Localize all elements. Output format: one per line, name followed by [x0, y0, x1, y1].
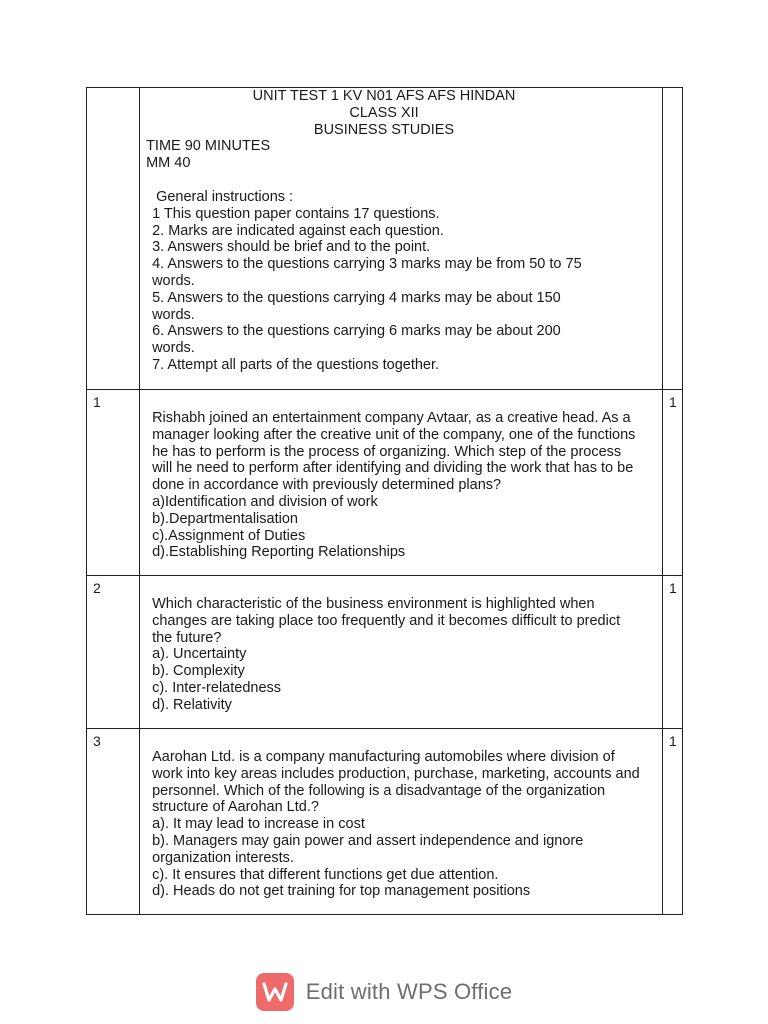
- instruction-line: 7. Attempt all parts of the questions together.: [152, 356, 440, 373]
- wps-logo-icon[interactable]: [256, 973, 294, 1011]
- wps-edit-banner[interactable]: [0, 972, 768, 1012]
- question-text: [140, 576, 663, 729]
- instruction-line: 3. Answers should be brief and to the point.: [152, 239, 431, 256]
- option-a: a). It may lead to increase in cost: [152, 816, 365, 833]
- option-a: a). Uncertainty: [152, 646, 247, 663]
- question-line: will he need to perform after identifying and dividing the work that has to be: [152, 460, 634, 477]
- header-cell: [140, 88, 663, 390]
- time-line: TIME 90 MINUTES: [146, 138, 271, 155]
- instruction-line: 1 This question paper contains 17 questions.: [152, 205, 440, 222]
- question-marks: 1: [662, 576, 682, 729]
- question-paper-table: [86, 87, 683, 915]
- general-instructions: [146, 189, 662, 374]
- instructions-title: General instructions :: [156, 188, 294, 205]
- question-number: 2: [87, 576, 140, 729]
- question-line: Rishabh joined an entertainment company Avtaar, as a creative head. As a: [152, 410, 631, 426]
- question-text: [140, 390, 663, 576]
- question-line: the future?: [152, 629, 222, 646]
- option-b: b). Complexity: [152, 663, 245, 680]
- subject-line: BUSINESS STUDIES: [313, 121, 455, 138]
- question-line: done in accordance with previously determined plans?: [152, 477, 502, 494]
- question-marks: 1: [662, 729, 682, 915]
- option-b-cont: organization interests.: [152, 849, 294, 866]
- option-d: d). Heads do not get training for top management positions: [152, 883, 531, 900]
- header-row: [87, 88, 683, 390]
- option-c: c). It ensures that different functions get due attention.: [152, 866, 499, 883]
- header-num-cell: [87, 88, 140, 390]
- question-row-3: [87, 729, 683, 915]
- question-row-2: [87, 576, 683, 729]
- question-line: he has to perform is the process of organizing. Which step of the process: [152, 443, 622, 460]
- question-row-1: [87, 390, 683, 576]
- question-line: structure of Aarohan Ltd.?: [152, 799, 319, 816]
- instruction-line: 4. Answers to the questions carrying 3 marks may be from 50 to 75: [152, 256, 582, 273]
- title-line: UNIT TEST 1 KV N01 AFS AFS HINDAN: [252, 88, 516, 104]
- question-line: Which characteristic of the business environment is highlighted when: [152, 596, 595, 612]
- question-number: 3: [87, 729, 140, 915]
- instruction-line: words.: [152, 272, 195, 289]
- question-text: [140, 729, 663, 915]
- instruction-line: 5. Answers to the questions carrying 4 marks may be about 150: [152, 289, 561, 306]
- question-line: changes are taking place too frequently and it becomes difficult to predict: [152, 612, 621, 629]
- question-line: Aarohan Ltd. is a company manufacturing automobiles where division of: [152, 749, 615, 765]
- option-a: a)Identification and division of work: [152, 493, 378, 510]
- question-marks: 1: [662, 390, 682, 576]
- option-d: d). Relativity: [152, 696, 232, 713]
- option-b: b).Departmentalisation: [152, 510, 298, 527]
- instruction-line: 2. Marks are indicated against each question.: [152, 222, 444, 239]
- option-c: c).Assignment of Duties: [152, 527, 306, 544]
- instruction-line: 6. Answers to the questions carrying 6 marks may be about 200: [152, 323, 561, 340]
- option-c: c). Inter-relatedness: [152, 679, 282, 696]
- question-line: work into key areas includes production, purchase, marketing, accounts and: [152, 765, 640, 782]
- question-line: personnel. Which of the following is a disadvantage of the organization: [152, 782, 606, 799]
- paper-title: [146, 88, 662, 138]
- max-marks-line: MM 40: [146, 155, 191, 172]
- wps-edit-text[interactable]: Edit with WPS Office: [305, 979, 513, 1004]
- instruction-line: words.: [152, 340, 195, 357]
- option-b: b). Managers may gain power and assert independence and ignore: [152, 832, 584, 849]
- header-marks-cell: [662, 88, 682, 390]
- question-line: manager looking after the creative unit of the company, one of the functions: [152, 426, 636, 443]
- instruction-line: words.: [152, 306, 195, 323]
- question-number: 1: [87, 390, 140, 576]
- option-d: d).Establishing Reporting Relationships: [152, 544, 406, 561]
- class-line: CLASS XII: [349, 104, 419, 121]
